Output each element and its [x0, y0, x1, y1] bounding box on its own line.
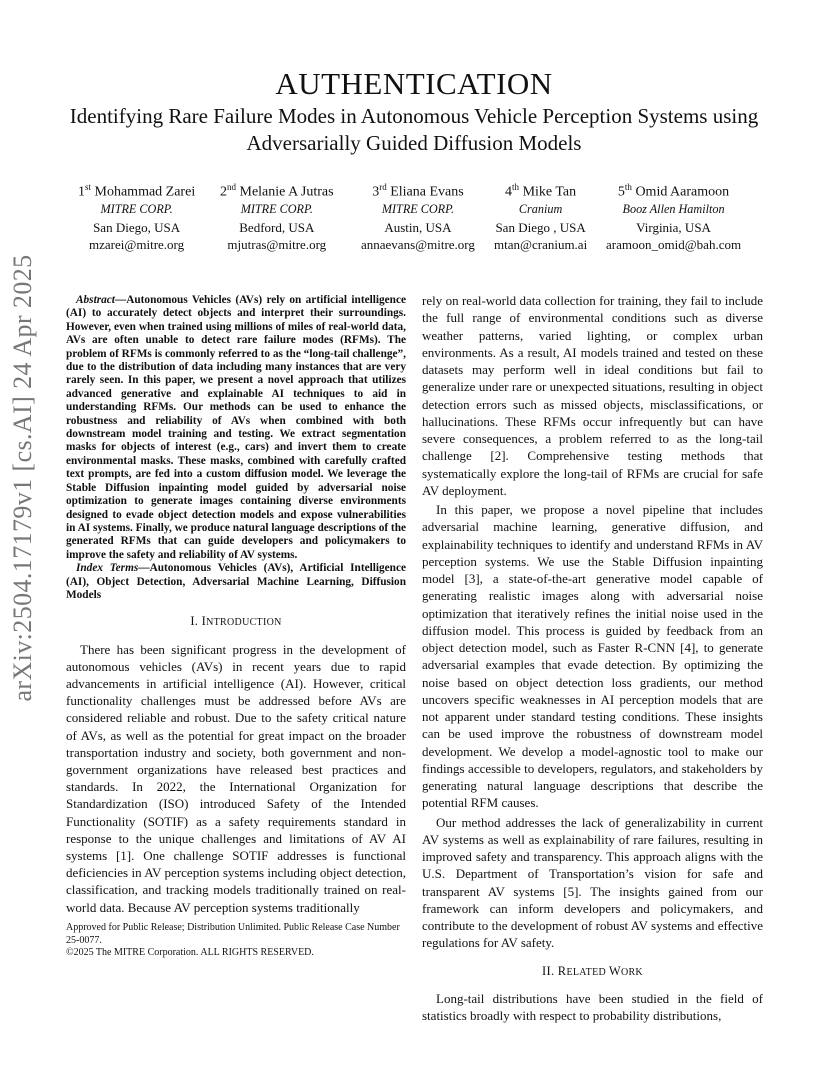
abstract-text: Autonomous Vehicles (AVs) rely on artificial intelligence (AI) to accurately detect objects and interpret their surroundings. However, even when trained using millions of miles of real-world data, AVs are often unable to detect rare failure modes (RFMs). The problem of RFMs is commonly referred to as the “long-tail challenge”, due to the distribution of data including many instances that are very rarely seen. In this paper, we present a novel approach that utilizes advanced generative and explainable AI techniques to aid in understanding RFMs. Our methods can be used to enhance the robustness and reliability of AVs when combined with both downstream model training and testing. We extract segmentation masks for objects of interest (e.g., cars) and invert them to create environmental masks. These masks, combined with carefully crafted text prompts, are fed into a custom diffusion model. We leverage the Stable Diffusion inpainting model guided by adversarial noise optimization to generate images containing diverse environments designed to evade object detection models and expose vulnerabilities in AI systems. Finally, we produce natural language descriptions of the generated RFMs that can guide developers and policymakers to improve the safety and reliability of AV systems.	[66, 294, 406, 561]
author-email: annaevans@mitre.org	[361, 237, 475, 253]
author-ordinal-suffix: nd	[227, 182, 236, 192]
abstract: Abstract—Autonomous Vehicles (AVs) rely on artificial intelligence (AI) to accurately detect objects and interpret their surroundings. However, even when trained using millions of miles of real-world data, AVs are often unable to detect rare failure modes (RFMs). The problem of RFMs is commonly referred to as the “long-tail challenge”, due to the distribution of data including many instances that are very rarely seen. In this paper, we present a novel approach that utilizes advanced generative and explainable AI techniques to aid in understanding RFMs. Our methods can be used to enhance the robustness and reliability of AVs when combined with both downstream model training and testing. We extract segmentation masks for objects of interest (e.g., cars) and invert them to create environmental masks. These masks, combined with carefully crafted text prompts, are fed into a custom diffusion model. We leverage the Stable Diffusion inpainting model guided by adversarial noise optimization to generate images containing diverse environments designed to evade object detection models and expose vulnerabilities in AI systems. Finally, we produce natural language descriptions of the generated RFMs that can guide developers and policymakers to improve the safety and reliability of AV systems.	[66, 294, 406, 561]
author-ordinal-suffix: th	[624, 182, 632, 192]
paper-title: AUTHENTICATION	[275, 66, 553, 101]
author-email: mjutras@mitre.org	[227, 237, 327, 253]
author-2	[220, 179, 334, 254]
author-email: aramoon_omid@bah.com	[606, 237, 742, 253]
author-ordinal-suffix: rd	[379, 182, 387, 192]
author-block	[0, 179, 828, 253]
author-location: Virginia, USA	[636, 219, 711, 235]
abstract-label: Abstract	[76, 294, 115, 306]
right-column	[422, 292, 763, 1024]
author-location: San Diego , USA	[495, 219, 586, 235]
author-org: Cranium	[518, 202, 563, 217]
author-ordinal: 2	[220, 184, 227, 200]
intro-paragraph-2: In this paper, we propose a novel pipeline that includes adversarial machine learning, generative diffusion, and explainability techniques to identify and understand RFMs in AV perception systems. We use the Stable Diffusion inpainting model [3], a state-of-the-art generative model capable of generating realistic images along with adversarial noise optimization that iteratively refines the initial noise used in the diffusion model. This process is guided by feedback from an object detection model, such as Faster R-CNN [4], to generate adversarial examples that evade detection. By optimizing the noise based on object detection loss gradients, our method uncovers specific weaknesses in AI perception models that are not apparent under standard testing conditions. These insights can be used improve the robustness of downstream model development. We develop a model-agnostic tool to make our findings accessible to developers, regulators, and stakeholders by generating natural language descriptions that describe the potential RFM causes.	[422, 502, 763, 811]
heading-part: NTRODUCTION	[206, 617, 282, 629]
author-4	[494, 179, 587, 254]
author-ordinal: 5	[617, 184, 625, 200]
index-terms-label: Index Terms	[76, 562, 139, 575]
author-location: Bedford, USA	[239, 219, 315, 235]
intro-paragraph-1-continued: rely on real-world data collection for training, they fail to include the full range of environmental conditions such as diverse weather patterns, varied lighting, or complex urban environments. As a result, AI models trained and tested on these datasets may perform well in ideal conditions but fail to generalize under rare or unexpected situations, resulting in object detection errors such as missed objects, misclassifications, or hallucinations. These RFMs occur infrequently but can have severe consequences, a problem referred to as the long-tail challenge [2]. Comprehensive testing methods that systematically explore the long-tail of RFMs are crucial for safe AV deployment.	[422, 293, 763, 498]
section-heading-introduction	[66, 613, 406, 631]
author-5	[606, 179, 741, 254]
footnote-copyright: ©2025 The MITRE Corporation. ALL RIGHTS RESERVED.	[66, 947, 314, 958]
author-ordinal: 1	[78, 184, 85, 200]
author-name: Mohammad Zarei	[94, 184, 196, 200]
author-location: San Diego, USA	[93, 219, 181, 235]
author-name: Mike Tan	[522, 184, 577, 200]
paper-subtitle: Identifying Rare Failure Modes in Autonomous Vehicle Perception Systems using Adversarially Guided Diffusion Models	[69, 104, 759, 155]
author-email: mzarei@mitre.org	[89, 237, 185, 253]
index-terms-text: Autonomous Vehicles (AVs), Artificial Intelligence (AI), Object Detection, Adversarial Machine Learning, Diffusion Models	[66, 562, 406, 601]
author-org: Booz Allen Hamilton	[622, 202, 725, 217]
author-org: MITRE CORP.	[100, 202, 173, 217]
author-location: Austin, USA	[384, 219, 452, 235]
index-terms: Index Terms—Autonomous Vehicles (AVs), Artificial Intelligence (AI), Object Detection, Adversarial Machine Learning, Diffusion Models	[66, 562, 406, 601]
author-email: mtan@cranium.ai	[494, 237, 588, 253]
section-heading-related-work	[422, 963, 763, 981]
heading-part: W	[608, 963, 621, 978]
author-name: Melanie A Jutras	[239, 184, 334, 200]
heading-part: I. I	[190, 614, 207, 629]
author-ordinal: 4	[505, 184, 513, 200]
author-ordinal: 3	[372, 184, 380, 200]
heading-part: II. R	[542, 963, 567, 978]
author-org: MITRE CORP.	[381, 202, 455, 217]
author-3	[361, 179, 475, 254]
author-ordinal-suffix: st	[85, 182, 92, 192]
author-name: Omid Aaramoon	[635, 184, 730, 200]
author-ordinal-suffix: th	[512, 182, 520, 192]
heading-part: ELATED	[566, 966, 609, 978]
author-org: MITRE CORP.	[240, 202, 313, 217]
intro-paragraph-3: Our method addresses the lack of generalizability in current AV systems as well as explainability of rare failures, resulting in improved safety and transparency. This approach aligns with the U.S. Department of Transportation’s vision for safe and transparent AV systems [5]. The insights gained from our framework can inform developers and policymakers, and contribute to the development of robust AV systems and effective regulations for AV safety.	[422, 814, 763, 951]
arxiv-stamp[interactable]: arXiv:2504.17179v1 [cs.AI] 24 Apr 2025	[8, 254, 37, 702]
footnote-release: Approved for Public Release; Distribution Unlimited. Public Release Case Number 25-0077.	[66, 922, 400, 946]
author-1	[78, 179, 195, 254]
author-name: Eliana Evans	[390, 184, 464, 200]
heading-part: ORK	[620, 966, 643, 978]
related-work-paragraph-1: Long-tail distributions have been studied in the field of statistics broadly with respect to probability distributions,	[422, 990, 763, 1023]
intro-paragraph-1: There has been significant progress in the development of autonomous vehicles (AVs) in recent years due to rapid advancements in artificial intelligence (AI). However, critical functionality challenges must be addressed before AVs are considered reliable and robust. Due to the safety critical nature of AVs, as well as the potential for great impact on the broader transportation industry and society, both government and non-government organizations have released best practices and standards. In 2022, the International Organization for Standardization (ISO) introduced Safety of the Intended Functionality (SOTIF) as a safety requirements standard in response to the unique challenges and limitations of AV AI systems [1]. One challenge SOTIF addresses is functional deficiencies in AV perception systems including object detection, classification, and tracking models traditionally trained on real-world data. Because AV perception systems traditionally	[66, 641, 406, 915]
footnote	[66, 922, 406, 960]
left-column	[66, 294, 406, 916]
